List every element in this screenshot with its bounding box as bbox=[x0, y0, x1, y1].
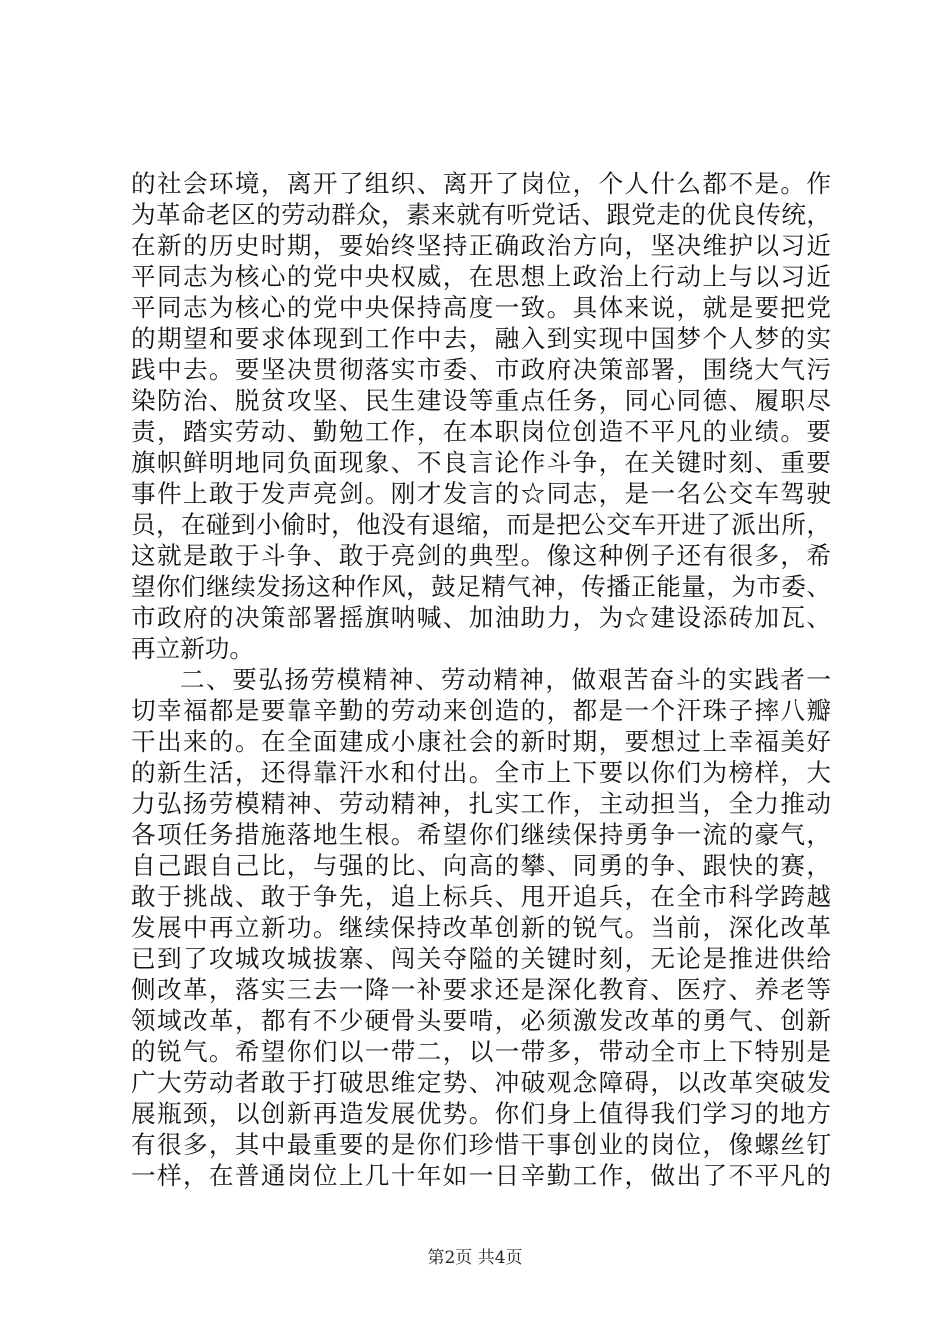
text-line: 望你们继续发扬这种作风，鼓足精气神，传播正能量，为市委、 bbox=[131, 572, 831, 601]
text-line: 平同志为核心的党中央保持高度一致。具体来说，就是要把党 bbox=[131, 293, 831, 322]
text-line: 再立新功。 bbox=[131, 634, 254, 663]
text-line: 有很多，其中最重要的是你们珍惜干事创业的岗位，像螺丝钉 bbox=[131, 1130, 831, 1159]
text-line: 在新的历史时期，要始终坚持正确政治方向，坚决维护以习近 bbox=[131, 231, 831, 260]
text-line: 为革命老区的劳动群众，素来就有听党话、跟党走的优良传统， bbox=[131, 200, 831, 229]
text-line: 责，踏实劳动、勤勉工作，在本职岗位创造不平凡的业绩。要 bbox=[131, 417, 831, 446]
text-line: 广大劳动者敢于打破思维定势、冲破观念障碍，以改革突破发 bbox=[131, 1068, 831, 1097]
text-line: 事件上敢于发声亮剑。刚才发言的☆同志，是一名公交车驾驶 bbox=[131, 479, 831, 508]
text-line: 已到了攻城攻城拔寨、闯关夺隘的关键时刻，无论是推进供给 bbox=[131, 944, 831, 973]
text-line: 干出来的。在全面建成小康社会的新时期，要想过上幸福美好 bbox=[131, 727, 831, 756]
text-line: 平同志为核心的党中央权威，在思想上政治上行动上与以习近 bbox=[131, 262, 831, 291]
text-line: 各项任务措施落地生根。希望你们继续保持勇争一流的豪气， bbox=[131, 820, 831, 849]
text-line: 市政府的决策部署摇旗呐喊、加油助力，为☆建设添砖加瓦、 bbox=[131, 603, 831, 632]
text-line: 的期望和要求体现到工作中去，融入到实现中国梦个人梦的实 bbox=[131, 324, 831, 353]
text-line: 这就是敢于斗争、敢于亮剑的典型。像这种例子还有很多，希 bbox=[131, 541, 831, 570]
text-line: 侧改革，落实三去一降一补要求还是深化教育、医疗、养老等 bbox=[131, 975, 831, 1004]
text-line: 敢于挑战、敢于争先，追上标兵、甩开追兵，在全市科学跨越 bbox=[131, 882, 831, 911]
text-line: 发展中再立新功。继续保持改革创新的锐气。当前，深化改革 bbox=[131, 913, 831, 942]
text-line: 二、要弘扬劳模精神、劳动精神，做艰苦奋斗的实践者一 bbox=[180, 665, 831, 694]
text-line: 力弘扬劳模精神、劳动精神，扎实工作，主动担当，全力推动 bbox=[131, 789, 831, 818]
page-footer: 第2页 共4页 bbox=[427, 1248, 523, 1268]
text-line: 的社会环境，离开了组织、离开了岗位，个人什么都不是。作 bbox=[131, 169, 831, 198]
text-line: 员，在碰到小偷时，他没有退缩，而是把公交车开进了派出所， bbox=[131, 510, 831, 539]
text-line: 旗帜鲜明地同负面现象、不良言论作斗争，在关键时刻、重要 bbox=[131, 448, 831, 477]
text-line: 自己跟自己比，与强的比、向高的攀、同勇的争、跟快的赛， bbox=[131, 851, 831, 880]
text-line: 染防治、脱贫攻坚、民生建设等重点任务，同心同德、履职尽 bbox=[131, 386, 831, 415]
text-line: 一样，在普通岗位上几十年如一日辛勤工作，做出了不平凡的 bbox=[131, 1161, 831, 1190]
text-line: 领域改革，都有不少硬骨头要啃，必须激发改革的勇气、创新 bbox=[131, 1006, 831, 1035]
text-line: 展瓶颈，以创新再造发展优势。你们身上值得我们学习的地方 bbox=[131, 1099, 831, 1128]
text-line: 践中去。要坚决贯彻落实市委、市政府决策部署，围绕大气污 bbox=[131, 355, 831, 384]
text-line: 切幸福都是要靠辛勤的劳动来创造的，都是一个汗珠子摔八瓣 bbox=[131, 696, 831, 725]
text-line: 的锐气。希望你们以一带二，以一带多，带动全市上下特别是 bbox=[131, 1037, 831, 1066]
text-line: 的新生活，还得靠汗水和付出。全市上下要以你们为榜样，大 bbox=[131, 758, 831, 787]
body-text bbox=[131, 168, 831, 1191]
